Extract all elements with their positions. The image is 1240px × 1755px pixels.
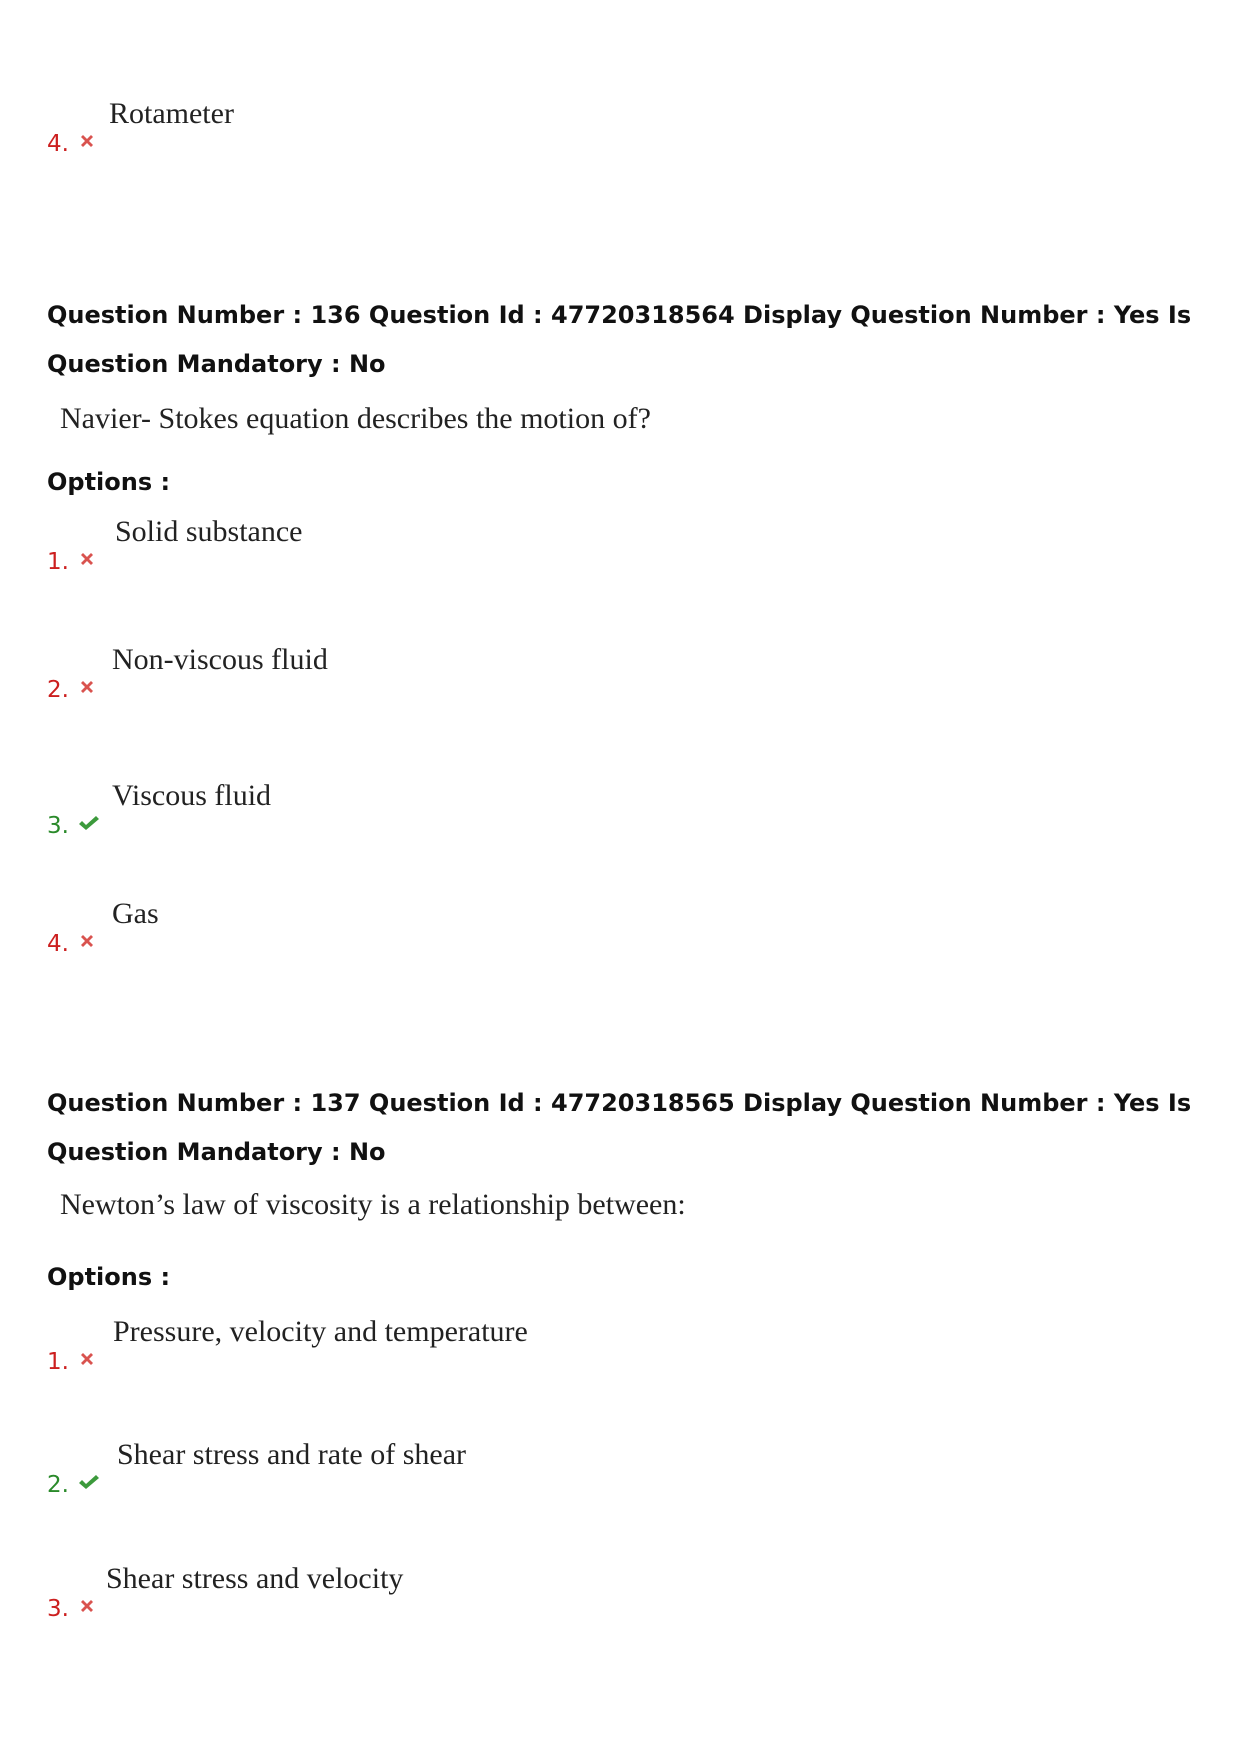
option-number: 4. [47,931,69,957]
option-number: 3. [47,813,69,839]
option-row [47,1315,747,1375]
cross-icon [77,1596,97,1616]
check-icon [77,1472,101,1492]
option-text: Pressure, velocity and temperature [113,1315,528,1348]
cross-icon [77,931,97,951]
option-number: 2. [47,677,69,703]
option-number: 1. [47,1349,69,1375]
option-number: 1. [47,549,69,575]
options-label: Options : [47,1263,171,1291]
option-row [47,1438,747,1498]
question-text: Navier- Stokes equation describes the motion of? [60,402,651,435]
option-row [47,897,747,957]
option-text: Shear stress and velocity [106,1562,404,1595]
question-header: Question Number : 137 Question Id : 47720318565 Display Question Number : Yes Is Question Mandatory : No [47,1089,1192,1166]
cross-icon [77,549,97,569]
options-label: Options : [47,468,171,496]
option-text: Rotameter [109,97,234,130]
option-row [47,515,747,575]
option-text: Non-viscous fluid [112,643,328,676]
option-row [47,97,747,157]
option-row [47,1562,747,1622]
option-number: 2. [47,1472,69,1498]
option-text: Solid substance [115,515,303,548]
option-number: 4. [47,131,69,157]
cross-icon [77,677,97,697]
check-icon [77,813,101,833]
option-row [47,643,747,703]
option-row [47,779,747,839]
option-text: Shear stress and rate of shear [117,1438,467,1471]
question-text: Newton’s law of viscosity is a relationship between: [60,1188,686,1221]
option-text: Gas [112,897,159,930]
option-text: Viscous fluid [112,779,272,812]
cross-icon [77,1349,97,1369]
question-header: Question Number : 136 Question Id : 47720318564 Display Question Number : Yes Is Question Mandatory : No [47,301,1192,378]
option-number: 3. [47,1596,69,1622]
cross-icon [77,131,97,151]
